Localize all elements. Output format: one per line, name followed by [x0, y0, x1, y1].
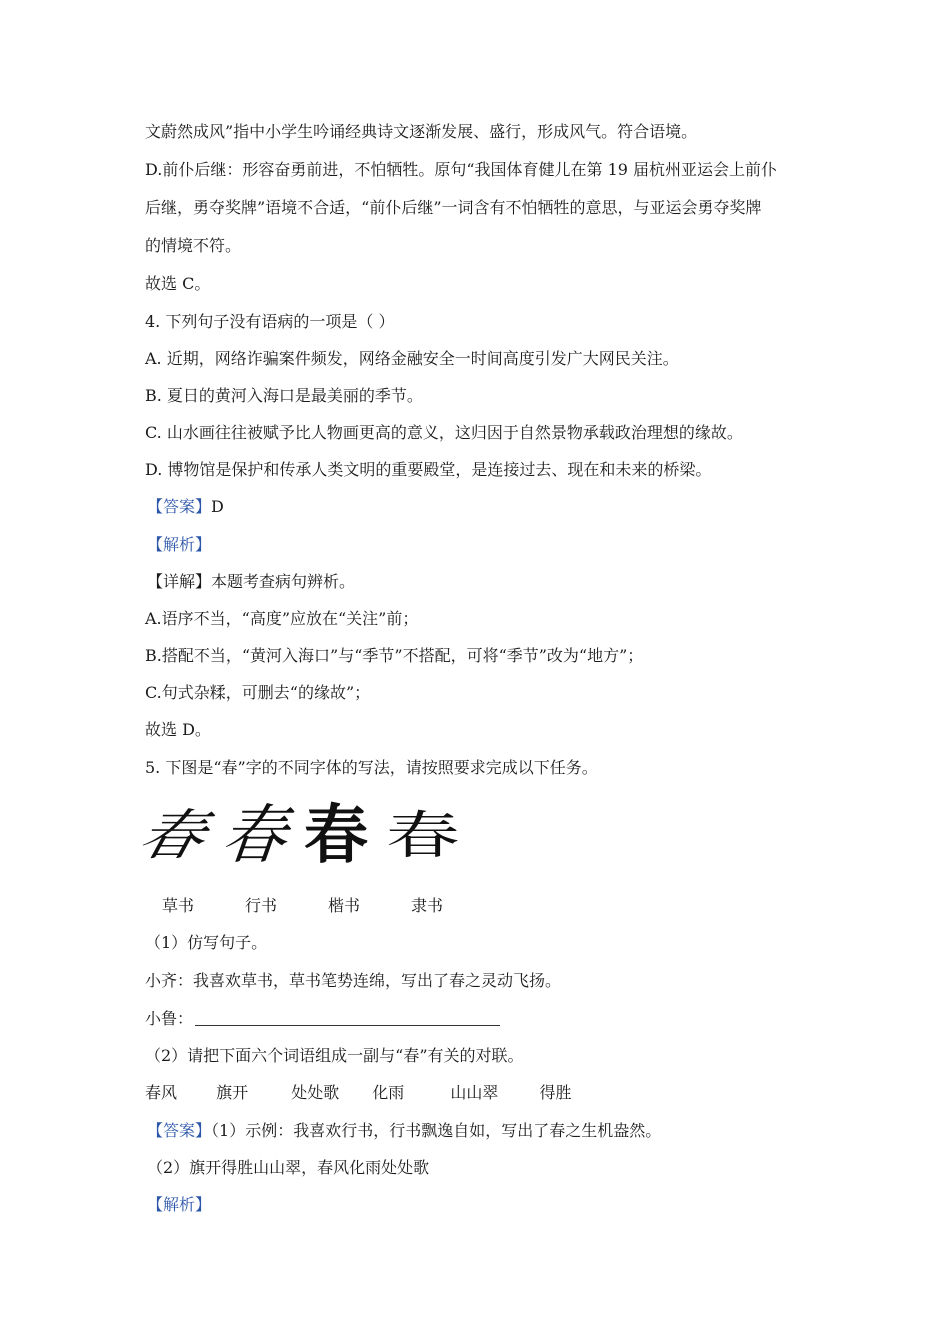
word-item: 化雨: [372, 1083, 405, 1102]
answer-text: （1）示例：我喜欢行书，行书飘逸自如，写出了春之生机盎然。: [211, 1121, 662, 1140]
option-d: D. 博物馆是保护和传承人类文明的重要殿堂，是连接过去、现在和未来的桥梁。: [145, 460, 712, 479]
word-item: 山山翠: [450, 1083, 499, 1102]
example-sentence: 小齐：我喜欢草书，草书笔势连绵，写出了春之灵动飞扬。: [145, 971, 562, 990]
fill-line: [145, 1009, 500, 1029]
word-item: 得胜: [539, 1083, 572, 1102]
word-item: 处处歌: [291, 1083, 340, 1102]
conclusion-line: 故选 D。: [145, 720, 211, 739]
calligraphy-image: [132, 798, 460, 878]
paragraph-line: 后继，勇夺奖牌”语境不合适，“前仆后继”一词含有不怕牺牲的意思，与亚运会勇夺奖牌: [145, 198, 762, 217]
caption-cursive: 草书: [162, 896, 195, 915]
question-4: 4. 下列句子没有语病的一项是（ ）: [145, 312, 395, 331]
answer-line: [147, 1121, 661, 1141]
fill-label: 小鲁：: [145, 1009, 194, 1028]
caption-running: 行书: [245, 896, 278, 915]
word-item: 春风: [145, 1083, 178, 1102]
answer-text-2: （2）旗开得胜山山翠，春风化雨处处歌: [147, 1158, 430, 1177]
caption-regular: 楷书: [328, 896, 361, 915]
question-5: 5. 下图是“春”字的不同字体的写法，请按照要求完成以下任务。: [145, 758, 598, 777]
answer-value: D: [211, 497, 224, 516]
word-list: [145, 1083, 571, 1103]
caption-clerical: 隶书: [411, 896, 444, 915]
running-glyph: 春: [218, 799, 290, 873]
regular-glyph: 春: [304, 798, 368, 873]
option-a: A. 近期，网络诈骗案件频发，网络金融安全一时间高度引发广大网民关注。: [145, 349, 679, 368]
subquestion-2: （2）请把下面六个词语组成一副与“春”有关的对联。: [145, 1046, 524, 1065]
analysis-tag: 【解析】: [147, 1195, 212, 1214]
explanation-a: A.语序不当，“高度”应放在“关注”前；: [145, 609, 419, 628]
answer-tag: 【答案】: [147, 497, 212, 516]
explanation-b: B.搭配不当，“黄河入海口”与“季节”不搭配，可将“季节”改为“地方”；: [145, 646, 644, 665]
answer-blank: [195, 1011, 500, 1026]
option-c: C. 山水画往往被赋予比人物画更高的意义，这归因于自然景物承载政治理想的缘故。: [145, 423, 743, 442]
paragraph-line: 文蔚然成风”指中小学生吟诵经典诗文逐渐发展、盛行，形成风气。符合语境。: [145, 122, 698, 141]
option-b: B. 夏日的黄河入海口是最美丽的季节。: [145, 386, 423, 405]
answer-tag: 【答案】: [147, 1121, 212, 1140]
clerical-glyph: 春: [386, 806, 460, 866]
paragraph-line: 的情境不符。: [145, 236, 242, 255]
cursive-glyph: 春: [132, 804, 212, 868]
explanation-c: C.句式杂糅，可删去“的缘故”；: [145, 683, 371, 702]
word-item: 旗开: [216, 1083, 249, 1102]
analysis-tag: 【解析】: [147, 535, 212, 554]
detail-line: 【详解】本题考查病句辨析。: [147, 572, 356, 591]
answer-line: [147, 497, 224, 517]
paragraph-line: D.前仆后继：形容奋勇前进，不怕牺牲。原句“我国体育健儿在第 19 届杭州亚运会上前仆: [145, 160, 778, 179]
conclusion-line: 故选 C。: [145, 274, 211, 293]
subquestion-1: （1）仿写句子。: [145, 933, 268, 952]
